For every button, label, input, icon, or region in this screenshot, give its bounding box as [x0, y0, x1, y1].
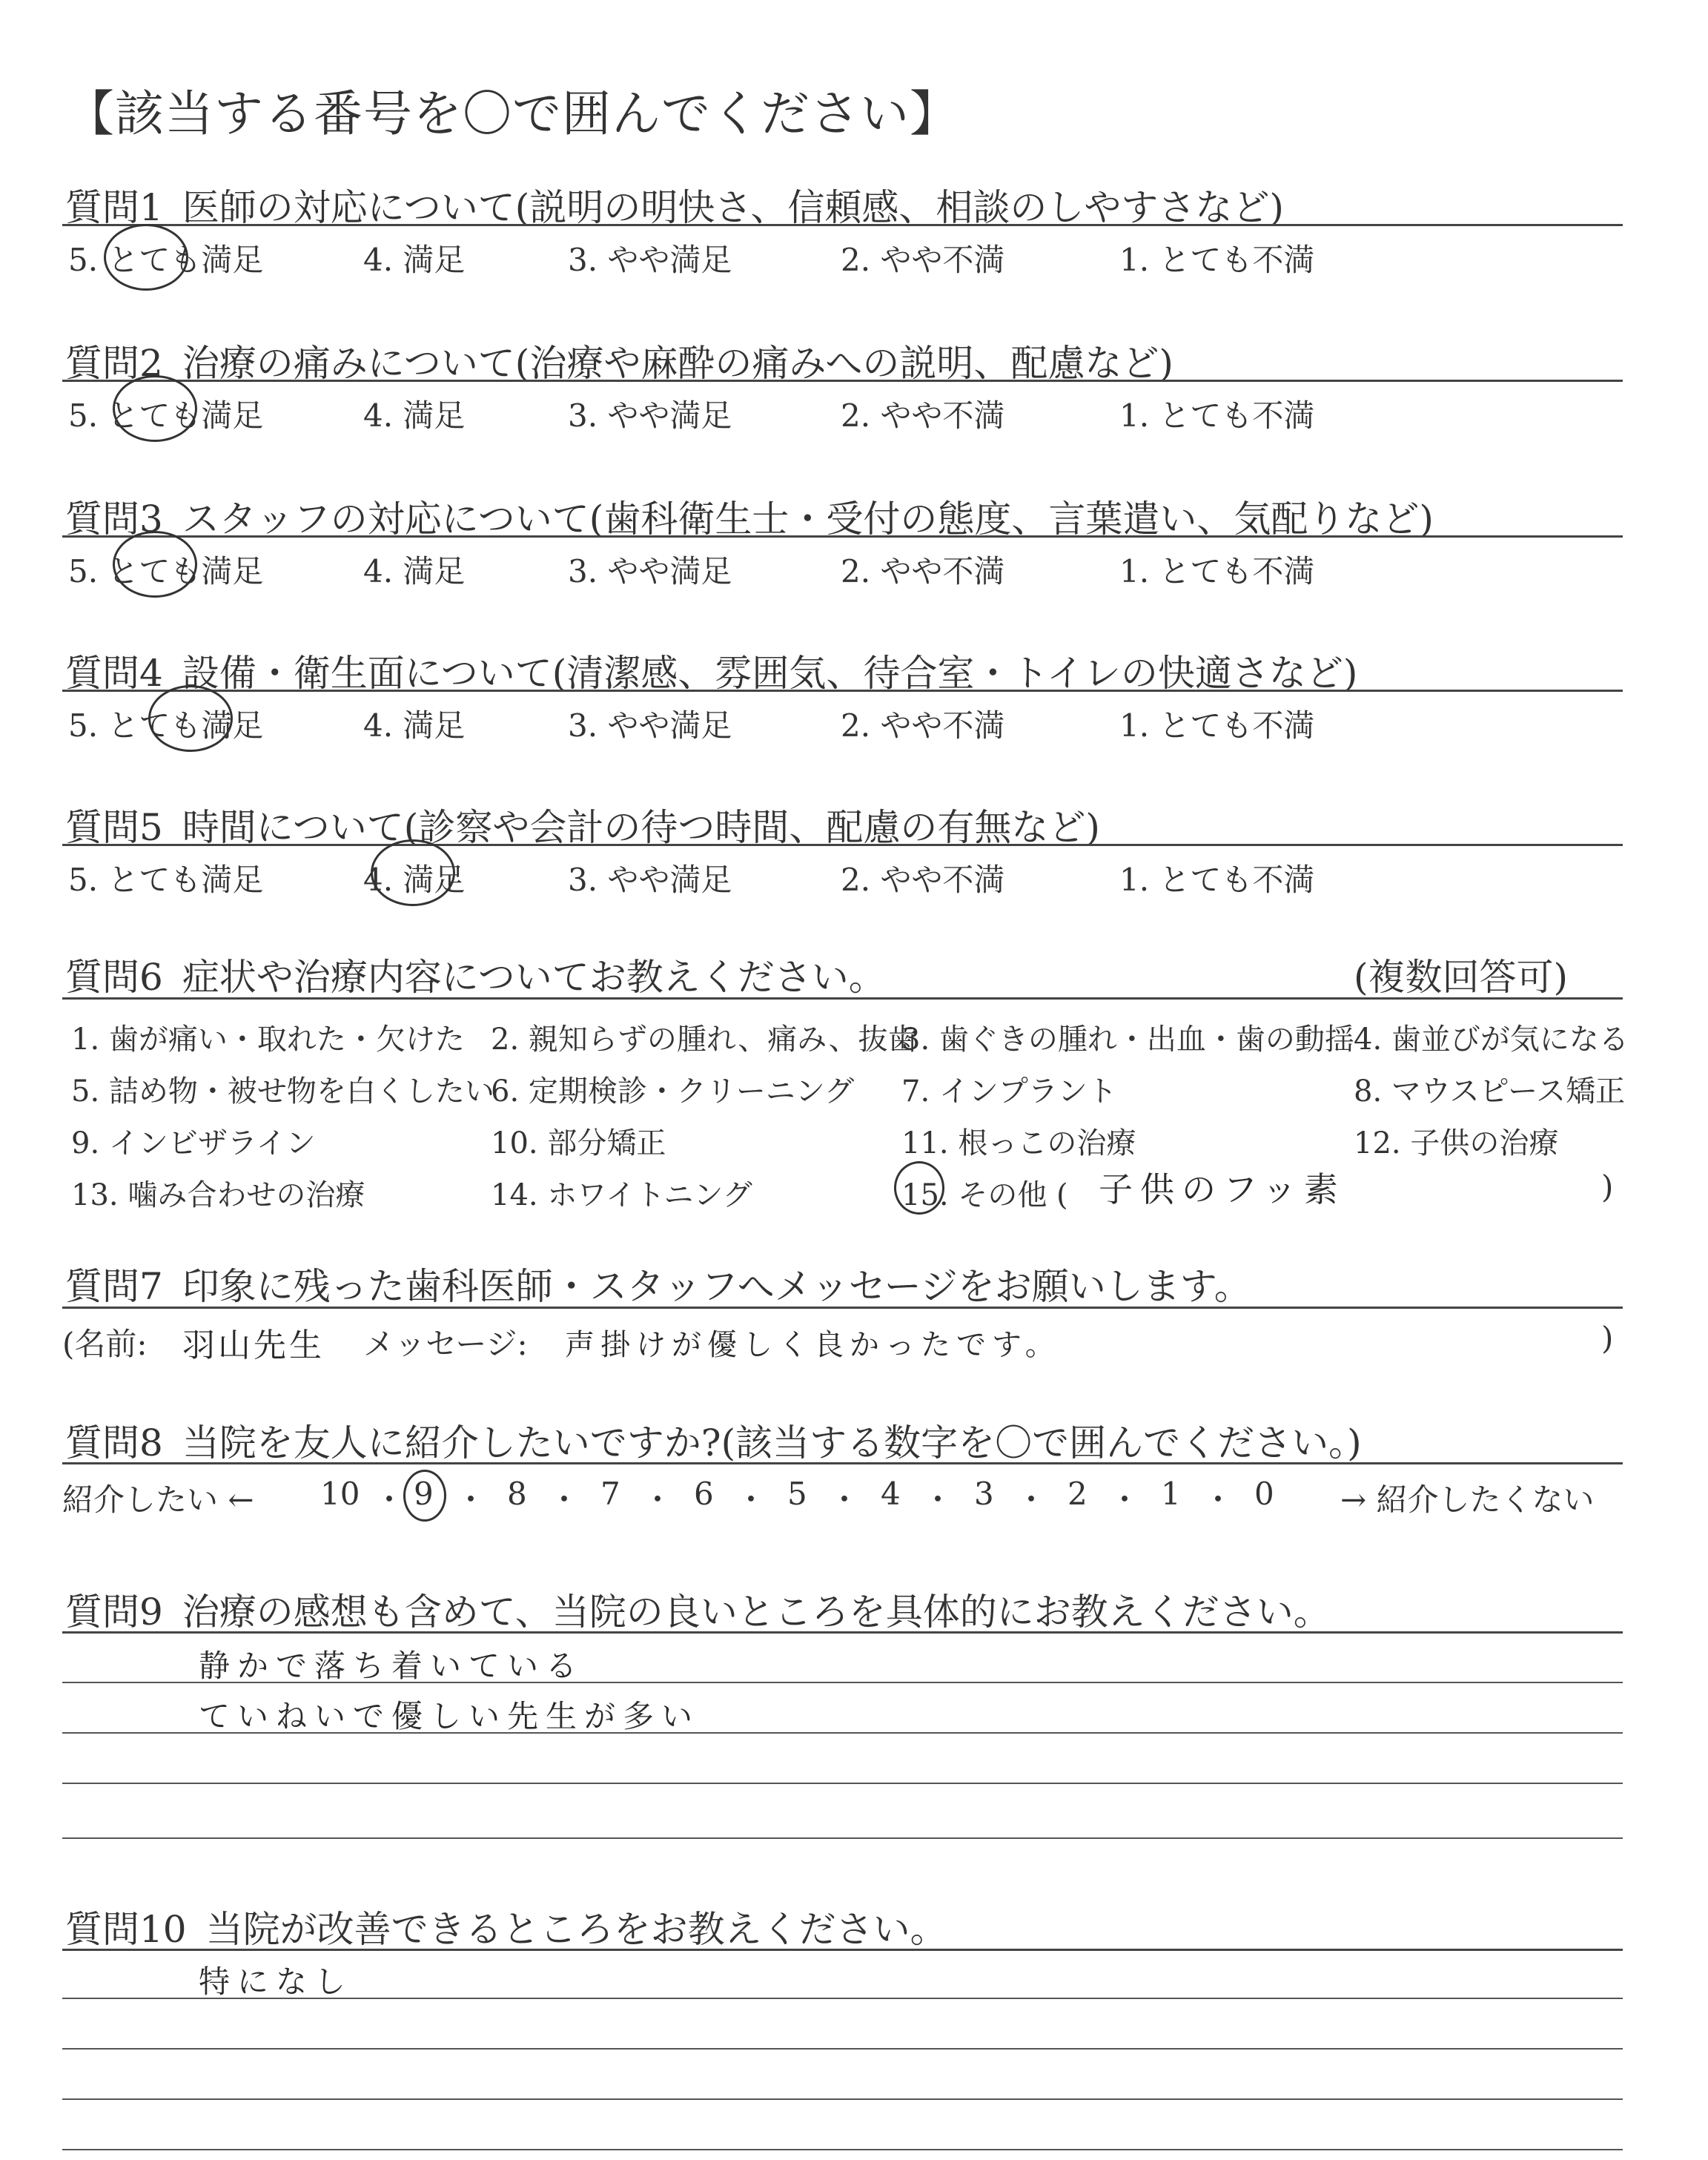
q6-option-9[interactable]: 9. インビザライン — [71, 1126, 316, 1160]
q10-rule — [62, 1949, 1623, 1951]
q9-answer-line — [62, 1783, 1623, 1784]
q2-option-3[interactable]: 3. やや満足 — [568, 397, 732, 434]
q8-scale-value[interactable]: 1 — [1161, 1476, 1181, 1512]
q8-scale-value[interactable]: 8 — [507, 1476, 527, 1512]
q10-answer-line-1[interactable]: 特になし — [199, 1964, 354, 2000]
q3-option-4[interactable]: 4. 満足 — [363, 553, 466, 589]
q5-number: 質問5 — [65, 806, 163, 849]
q6-text: 症状や治療内容についてお教えください。 — [182, 956, 886, 999]
q6-option-4[interactable]: 4. 歯並びが気になる — [1354, 1023, 1629, 1057]
q8-scale-value[interactable]: 4 — [881, 1476, 901, 1512]
q7-number: 質問7 — [65, 1265, 163, 1308]
q7-title — [65, 1257, 1251, 1310]
q2-option-5[interactable]: 5. とても満足 — [68, 397, 264, 434]
q8-scale-separator: ・ — [829, 1482, 861, 1518]
q6-option-10[interactable]: 10. 部分矯正 — [491, 1126, 666, 1160]
q7-message-value[interactable]: 声掛けが優しく良かったです。 — [565, 1328, 1061, 1362]
q1-selection-circle — [104, 224, 188, 291]
q4-option-5[interactable]: 5. とても満足 — [68, 707, 264, 744]
q10-answer-line — [62, 2098, 1623, 2100]
q9-title — [65, 1582, 1331, 1636]
q8-scale-value[interactable]: 10 — [320, 1476, 360, 1512]
q7-name-label: (名前: — [62, 1326, 148, 1362]
q5-option-3[interactable]: 3. やや満足 — [568, 862, 732, 898]
q1-option-3[interactable]: 3. やや満足 — [568, 242, 732, 278]
q7-message-label: メッセージ: — [363, 1326, 528, 1362]
q10-title — [65, 1900, 947, 1953]
q8-scale-separator: ・ — [1109, 1482, 1141, 1518]
q1-number: 質問1 — [65, 186, 163, 229]
q4-option-4[interactable]: 4. 満足 — [363, 707, 466, 744]
q8-scale-value[interactable]: 6 — [694, 1476, 714, 1512]
q8-title — [65, 1413, 1362, 1467]
q6-option-13[interactable]: 13. 噛み合わせの治療 — [71, 1178, 365, 1212]
q9-rule — [62, 1631, 1623, 1634]
q2-option-1[interactable]: 1. とても不満 — [1119, 397, 1315, 434]
q7-close-paren: ) — [1601, 1320, 1614, 1356]
q4-rule — [62, 690, 1623, 692]
q2-selection-circle — [113, 375, 197, 442]
q8-right-label: → 紹介したくない — [1340, 1482, 1595, 1518]
q6-multiple-note: (複数回答可) — [1354, 956, 1569, 999]
q9-answer-line-1[interactable]: 静かで落ち着いている — [199, 1648, 585, 1684]
q8-scale-value[interactable]: 5 — [787, 1476, 807, 1512]
q5-option-1[interactable]: 1. とても不満 — [1119, 862, 1315, 898]
q6-option-3[interactable]: 3. 歯ぐきの腫れ・出血・歯の動揺 — [901, 1023, 1354, 1057]
q6-option-6[interactable]: 6. 定期検診・クリーニング — [491, 1074, 855, 1109]
q1-option-4[interactable]: 4. 満足 — [363, 242, 466, 278]
q4-selection-circle — [148, 685, 233, 752]
q6-other-close-paren: ) — [1601, 1169, 1614, 1205]
q3-text: スタッフの対応について(歯科衛生士・受付の態度、言葉遣い、気配りなど) — [182, 498, 1434, 541]
q6-option-7[interactable]: 7. インプラント — [901, 1074, 1117, 1109]
q3-rule — [62, 535, 1623, 538]
q10-answer-line — [62, 2048, 1623, 2050]
q4-text: 設備・衛生面について(清潔感、雰囲気、待合室・トイレの快適さなど) — [182, 652, 1358, 695]
q3-number: 質問3 — [65, 498, 163, 541]
q10-number: 質問10 — [65, 1908, 187, 1951]
q9-text: 治療の感想も含めて、当院の良いところを具体的にお教えください。 — [182, 1591, 1331, 1634]
q9-number: 質問9 — [65, 1591, 163, 1634]
q7-text: 印象に残った歯科医師・スタッフへメッセージをお願いします。 — [182, 1265, 1251, 1308]
q8-scale-separator: ・ — [549, 1482, 580, 1518]
q2-rule — [62, 380, 1623, 382]
q6-other-answer[interactable]: 子供のフッ素 — [1099, 1169, 1345, 1209]
q8-number: 質問8 — [65, 1421, 163, 1464]
q5-text: 時間について(診察や会計の待つ時間、配慮の有無など) — [182, 806, 1100, 849]
form-instruction-header: 【該当する番号を〇で囲んでください】 — [65, 85, 959, 142]
q8-rule — [62, 1462, 1623, 1464]
q6-number: 質問6 — [65, 956, 163, 999]
q8-scale-value[interactable]: 0 — [1254, 1476, 1274, 1512]
q8-scale-separator: ・ — [455, 1482, 487, 1518]
q5-rule — [62, 844, 1623, 846]
q4-number: 質問4 — [65, 652, 163, 695]
q5-option-2[interactable]: 2. やや不満 — [841, 862, 1005, 898]
q6-option-5[interactable]: 5. 詰め物・被せ物を白くしたい — [71, 1074, 494, 1109]
q6-option-1[interactable]: 1. 歯が痛い・取れた・欠けた — [71, 1023, 465, 1057]
q8-selection-circle — [403, 1470, 446, 1522]
q8-scale-separator: ・ — [642, 1482, 674, 1518]
q3-option-2[interactable]: 2. やや不満 — [841, 553, 1005, 589]
q3-option-3[interactable]: 3. やや満足 — [568, 553, 732, 589]
q1-option-2[interactable]: 2. やや不満 — [841, 242, 1005, 278]
q8-scale-separator: ・ — [922, 1482, 954, 1518]
q8-text: 当院を友人に紹介したいですか?(該当する数字を〇で囲んでください。) — [182, 1421, 1362, 1464]
q2-text: 治療の痛みについて(治療や麻酔の痛みへの説明、配慮など) — [182, 342, 1174, 385]
q1-rule — [62, 224, 1623, 226]
q3-option-5[interactable]: 5. とても満足 — [68, 553, 264, 589]
q8-scale-separator: ・ — [735, 1482, 767, 1518]
q7-rule — [62, 1307, 1623, 1309]
q4-option-2[interactable]: 2. やや不満 — [841, 707, 1005, 744]
q5-selection-circle — [371, 839, 455, 906]
q4-option-3[interactable]: 3. やや満足 — [568, 707, 732, 744]
q6-title — [65, 948, 886, 1001]
q2-number: 質問2 — [65, 342, 163, 385]
q6-option-15[interactable]: 15. その他 ( — [901, 1178, 1068, 1212]
q8-scale-separator: ・ — [1016, 1482, 1047, 1518]
q2-option-4[interactable]: 4. 満足 — [363, 397, 466, 434]
q10-text: 当院が改善できるところをお教えください。 — [205, 1908, 947, 1951]
q6-option-8[interactable]: 8. マウスピース矯正 — [1354, 1074, 1626, 1109]
q3-selection-circle — [113, 531, 197, 598]
q8-scale-value[interactable]: 3 — [974, 1476, 994, 1512]
q6-option-14[interactable]: 14. ホワイトニング — [491, 1178, 752, 1212]
q8-scale-value[interactable]: 9 — [414, 1476, 434, 1512]
q8-scale-separator: ・ — [1202, 1482, 1234, 1518]
q1-option-5[interactable]: 5. とても満足 — [68, 242, 264, 278]
q5-option-5[interactable]: 5. とても満足 — [68, 862, 264, 898]
q8-left-label: 紹介したい ← — [62, 1482, 254, 1518]
q2-option-2[interactable]: 2. やや不満 — [841, 397, 1005, 434]
q1-text: 医師の対応について(説明の明快さ、信頼感、相談のしやすさなど) — [182, 186, 1284, 229]
q6-option-2[interactable]: 2. 親知らずの腫れ、痛み、抜歯 — [491, 1023, 918, 1057]
q6-option-12[interactable]: 12. 子供の治療 — [1354, 1126, 1559, 1160]
q4-option-1[interactable]: 1. とても不満 — [1119, 707, 1315, 744]
q9-answer-line — [62, 1837, 1623, 1839]
q5-option-4[interactable]: 4. 満足 — [363, 862, 466, 898]
q6-selection-circle — [894, 1161, 944, 1215]
q8-scale-value[interactable]: 2 — [1068, 1476, 1088, 1512]
q7-name-value[interactable]: 羽山先生 — [182, 1327, 325, 1364]
q8-scale-separator: ・ — [374, 1482, 406, 1518]
q9-answer-line-2[interactable]: ていねいで優しい先生が多い — [199, 1698, 701, 1734]
q6-option-11[interactable]: 11. 根っこの治療 — [901, 1126, 1136, 1160]
q1-option-1[interactable]: 1. とても不満 — [1119, 242, 1315, 278]
q8-scale-value[interactable]: 7 — [600, 1476, 620, 1512]
q3-option-1[interactable]: 1. とても不満 — [1119, 553, 1315, 589]
q6-rule — [62, 997, 1623, 1000]
q10-answer-line — [62, 2149, 1623, 2150]
